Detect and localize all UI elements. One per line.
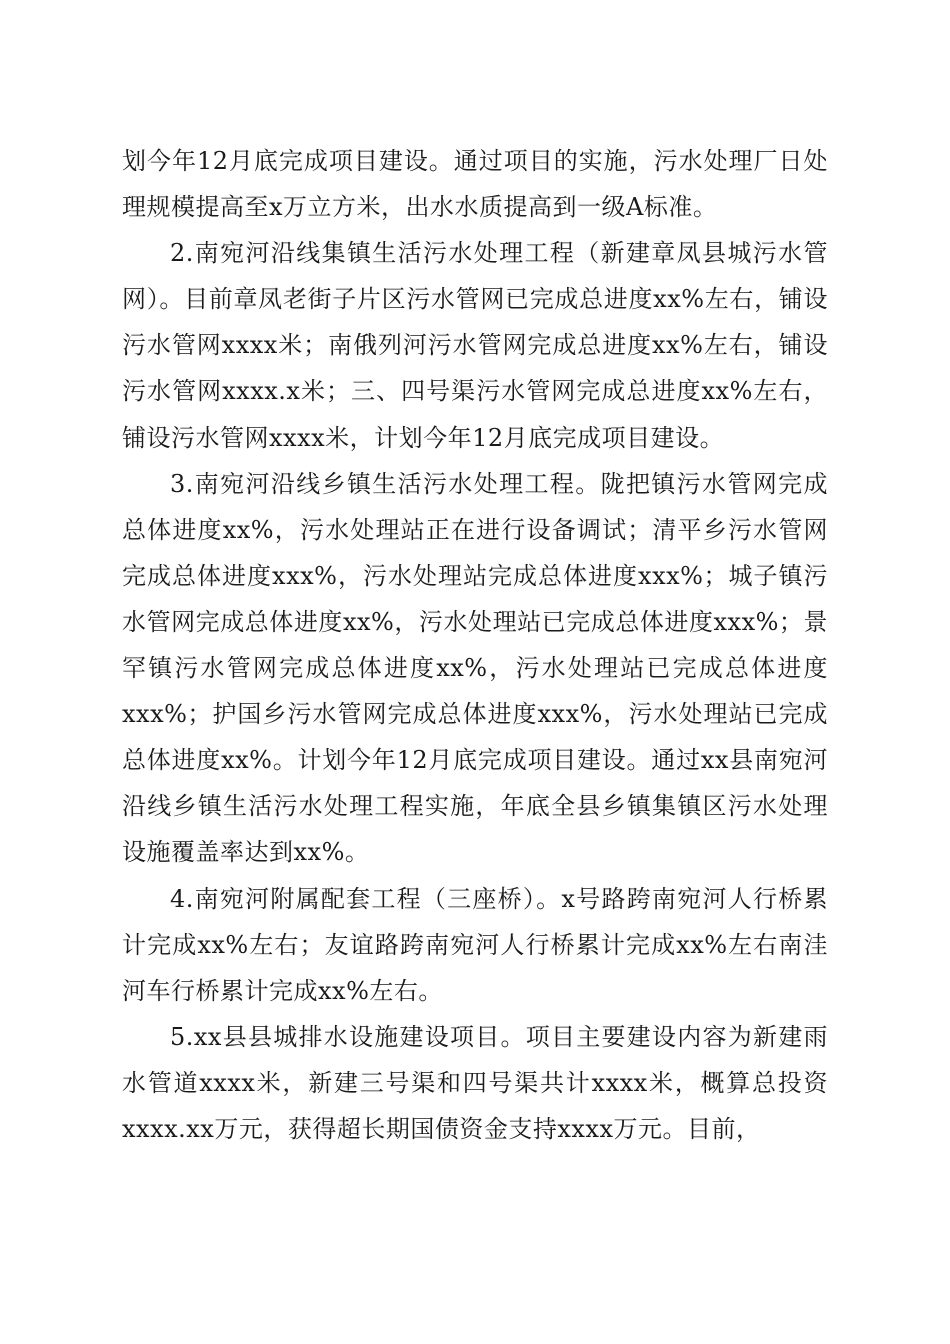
paragraph-item-4: 4.南宛河附属配套工程（三座桥）。x号路跨南宛河人行桥累计完成xx%左右；友谊路跨南宛河人行桥累计完成xx%左右南洼河车行桥累计完成xx%左右。 <box>122 884 828 1005</box>
paragraph-continuation: 划今年12月底完成项目建设。通过项目的实施，污水处理厂日处理规模提高至x万立方米，出水水质提高到一级A标准。 <box>122 147 828 222</box>
paragraph-item-5: 5.xx县县城排水设施建设项目。项目主要建设内容为新建雨水管道xxxx米，新建三号渠和四号渠共计xxxx米，概算总投资xxxx.xx万元，获得超长期国债资金支持xxxx万元。目前， <box>122 1022 828 1143</box>
paragraph-item-3: 3.南宛河沿线乡镇生活污水处理工程。陇把镇污水管网完成总体进度xx%，污水处理站正在进行设备调试；清平乡污水管网完成总体进度xxx%，污水处理站完成总体进度xxx%；城子镇污水管网完成总体进度xx%，污水处理站已完成总体进度xxx%；景罕镇污水管网完成总体进度xx%，污水处理站已完成总体进度xxx%；护国乡污水管网完成总体进度xxx%，污水处理站已完成总体进度xx%。计划今年12月底完成项目建设。通过xx县南宛河沿线乡镇生活污水处理工程实施，年底全县乡镇集镇区污水处理设施覆盖率达到xx%。 <box>122 469 828 867</box>
paragraph-item-2: 2.南宛河沿线集镇生活污水处理工程（新建章凤县城污水管网）。目前章凤老街子片区污水管网已完成总进度xx%左右，铺设污水管网xxxx米；南俄列河污水管网完成总进度xx%左右，铺设污水管网xxxx.x米；三、四号渠污水管网完成总进度xx%左右，铺设污水管网xxxx米，计划今年12月底完成项目建设。 <box>122 239 828 452</box>
document-body <box>122 138 828 1152</box>
